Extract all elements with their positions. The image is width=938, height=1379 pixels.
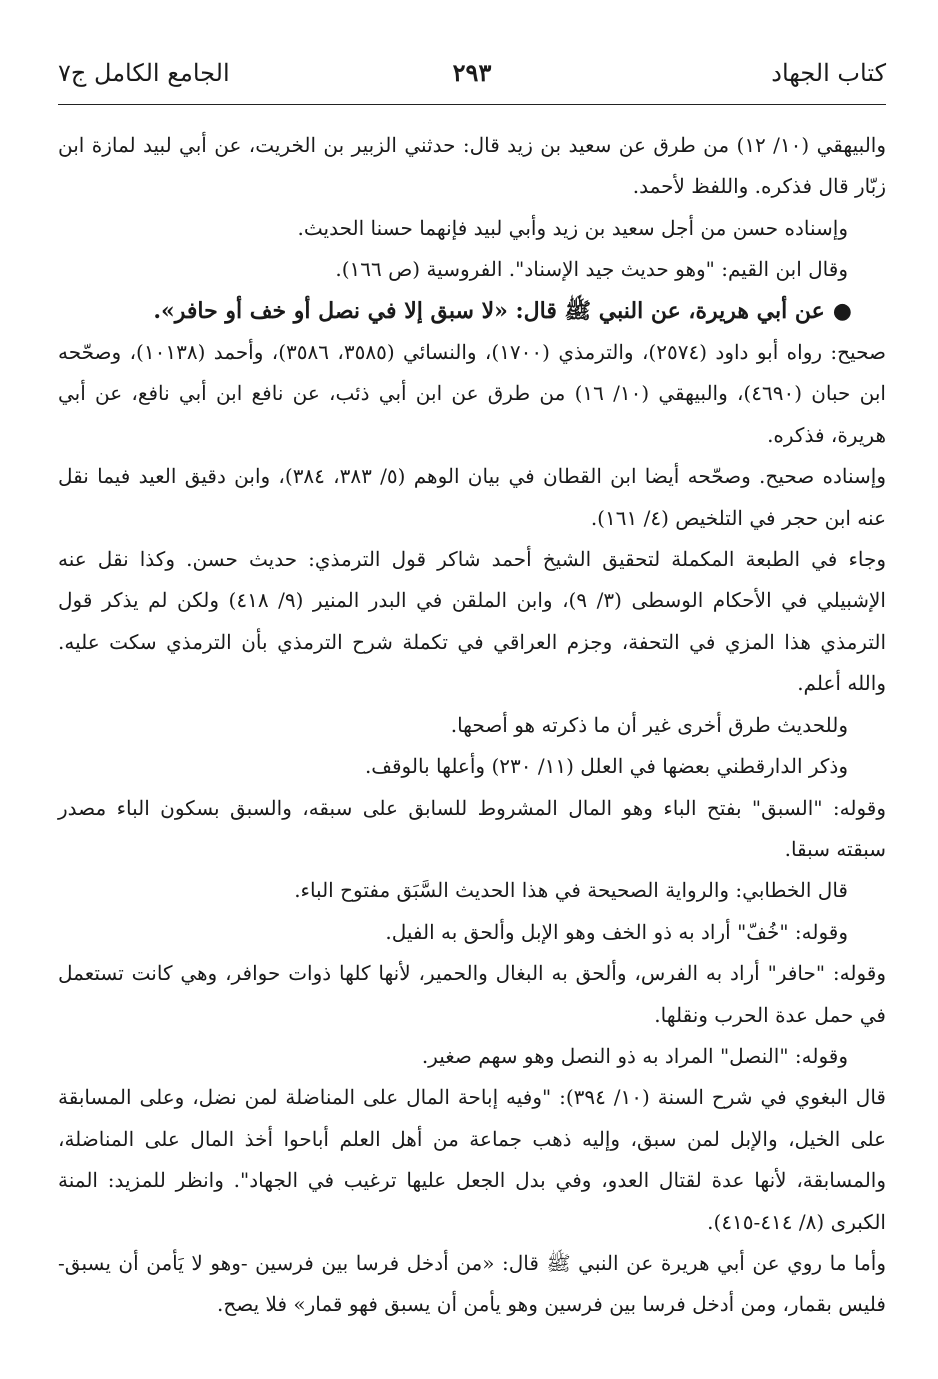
paragraph: قال البغوي في شرح السنة (١٠/ ٣٩٤): "وفيه إباحة المال على المناضلة لمن نضل، وعلى المسابقة على الخيل، والإبل لمن سبق، وإليه ذهب جماعة من أهل العلم أباحوا أخذ المال على المناضلة، والمسابقة، لأنها عدة لقتال العدو، وفي بدل الجعل عليها ترغيب في الجهاد". وانظر للمزيد: المنة الكبرى (٨/ ٤١٤-٤١٥).: [58, 1085, 887, 1234]
paragraph: وذكر الدارقطني بعضها في العلل (١١/ ٢٣٠) وأعلها بالوقف.: [364, 754, 848, 779]
paragraph: صحيح: رواه أبو داود (٢٥٧٤)، والترمذي (١٧٠٠)، والنسائي (٣٥٨٥، ٣٥٨٦)، وأحمد (١٠١٣٨)، وصحّحه ابن حبان (٤٦٩٠)، والبيهقي (١٠/ ١٦) من طرق عن ابن أبي ذئب، عن نافع ابن أبي نافع، عن أبي هريرة، فذكره.: [58, 340, 886, 447]
paragraph: وجاء في الطبعة المكملة لتحقيق الشيخ أحمد شاكر قول الترمذي: حديث حسن. وكذا نقل عنه الإشبيلي في الأحكام الوسطى (٣/ ٩)، وابن الملقن في البدر المنير (٩/ ٤١٨) ولكن لم يذكر قول الترمذي هذا المزي في التحفة، وجزم العراقي في تكملة شرح الترمذي بأن الترمذي سكت عليه. والله أعلم.: [58, 547, 886, 696]
paragraph: وللحديث طرق أخرى غير أن ما ذكرته هو أصحها.: [450, 712, 848, 737]
hadith-body: عن أبي هريرة، عن النبي ﷺ قال: «لا سبق إلا في نصل أو خف أو حافر».: [153, 297, 825, 324]
page-body: [58, 105, 886, 1326]
page-number: ٢٩٣: [452, 58, 492, 87]
paragraph: قال الخطابي: والرواية الصحيحة في هذا الحديث السَّبَق مفتوح الباء.: [294, 878, 848, 903]
paragraph: والبيهقي (١٠/ ١٢) من طرق عن سعيد بن زيد قال: حدثني الزبير بن الخريت، عن أبي لبيد لمازة ابن زبّار قال فذكره. واللفظ لأحمد.: [58, 133, 886, 199]
paragraph: وقوله: "خُفّ" أراد به ذو الخف وهو الإبل وألحق به الفيل.: [385, 919, 848, 944]
paragraph: وإسناده صحيح. وصحّحه أيضا ابن القطان في بيان الوهم (٥/ ٣٨٣، ٣٨٤)، وابن دقيق العيد فيما نقل عنه ابن حجر في التلخيص (٤/ ١٦١).: [58, 464, 886, 530]
hadith-text: [58, 291, 886, 332]
paragraph: وقال ابن القيم: "وهو حديث جيد الإسناد". الفروسية (ص ١٦٦).: [335, 257, 848, 282]
bullet-icon: ●: [832, 297, 852, 324]
paragraph: وإسناده حسن من أجل سعيد بن زيد وأبي لبيد فإنهما حسنا الحديث.: [297, 215, 848, 240]
paragraph: وقوله: "النصل" المراد به ذو النصل وهو سهم صغير.: [421, 1043, 848, 1068]
paragraph: وأما ما روي عن أبي هريرة عن النبي ﷺ قال: «من أدخل فرسا بين فرسين -وهو لا يَأمن أن يسبق- فليس بقمار، ومن أدخل فرسا بين فرسين وهو يأمن أن يسبق فهو قمار» فلا يصح.: [58, 1250, 886, 1317]
paragraph: وقوله: "السبق" بفتح الباء وهو المال المشروط للسابق على سبقه، والسبق بسكون الباء مصدر سبقته سبقا.: [58, 795, 886, 861]
running-header: [58, 0, 886, 105]
paragraph: وقوله: "حافر" أراد به الفرس، وألحق به البغال والحمير، لأنها كلها ذوات حوافر، وهي كانت تستعمل في حمل عدة الحرب ونقلها.: [58, 961, 886, 1027]
book-title: الجامع الكامل ج٧: [58, 59, 230, 87]
chapter-title: كتاب الجهاد: [771, 59, 886, 87]
